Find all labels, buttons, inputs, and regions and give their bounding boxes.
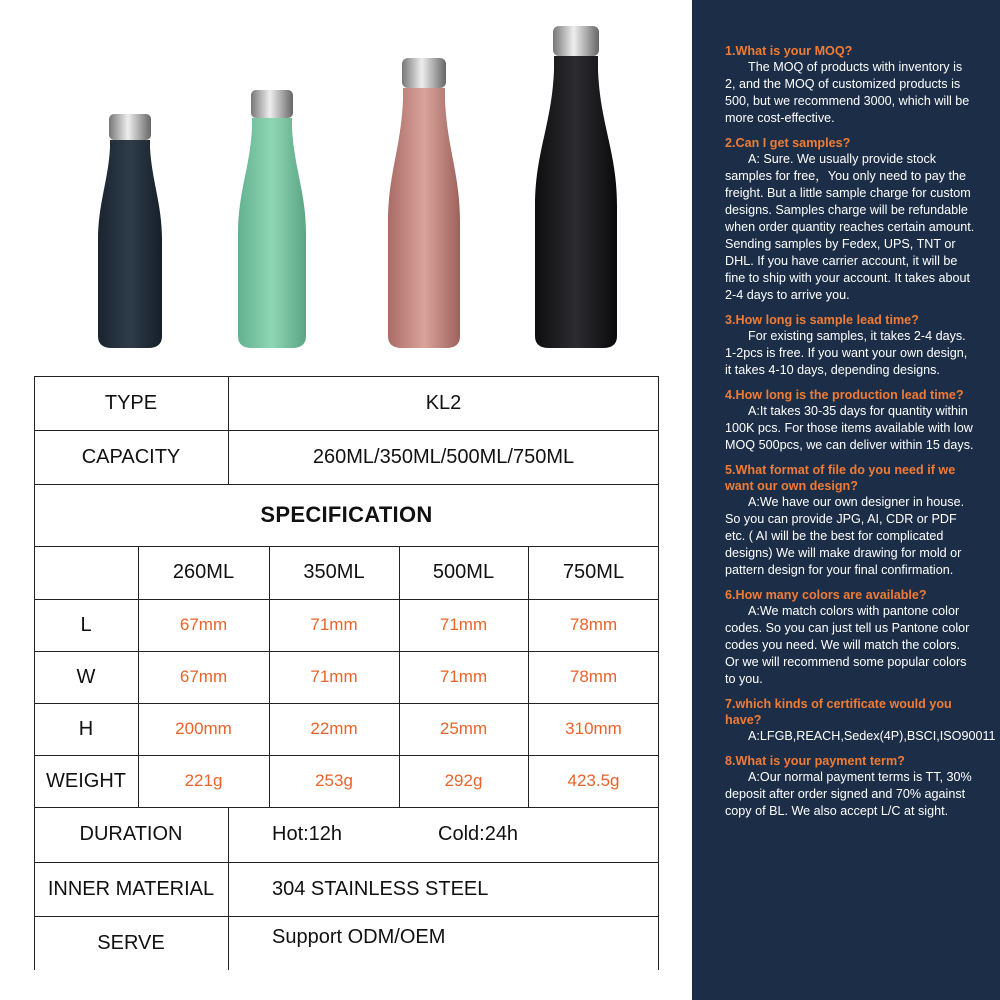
faq-list — [725, 43, 996, 828]
type-label: TYPE — [104, 391, 158, 414]
faq-question: 6.How many colors are available? — [725, 588, 927, 602]
table-cell: 221g — [184, 771, 223, 790]
faq-question: 7.which kinds of certificate would you have? — [725, 697, 952, 727]
inner-material-label: INNER MATERIAL — [47, 877, 215, 900]
table-cell: 71mm — [439, 667, 488, 686]
table-cell: 67mm — [179, 667, 228, 686]
table-cell: 67mm — [179, 615, 228, 634]
row-label-l: L — [80, 613, 92, 636]
table-cell: 71mm — [310, 615, 358, 634]
faq-question: 1.What is your MOQ? — [725, 44, 853, 58]
faq-item — [725, 696, 996, 745]
faq-item — [725, 387, 975, 454]
column-header: 500ML — [432, 561, 495, 583]
table-cell: 25mm — [439, 719, 488, 738]
faq-question: 8.What is your payment term? — [725, 754, 905, 768]
table-cell: 22mm — [310, 719, 358, 738]
faq-question: 5.What format of file do you need if we want our own design? — [725, 463, 956, 493]
bottle-350ml-image — [236, 88, 308, 350]
faq-item — [725, 312, 975, 379]
faq-question: 4.How long is the production lead time? — [725, 388, 964, 402]
serve-label: SERVE — [97, 931, 165, 954]
table-cell: 253g — [315, 771, 353, 790]
table-cell: 71mm — [310, 667, 358, 686]
faq-answer: The MOQ of products with inventory is 2, and the MOQ of customized products is 500, but we recommend 3000, which will be more cost-effective. — [725, 60, 970, 125]
faq-answer: A:LFGB,REACH,Sedex(4P),BSCI,ISO90011 — [748, 729, 996, 743]
inner-material-value: 304 STAINLESS STEEL — [272, 877, 489, 900]
table-cell: 423.5g — [567, 771, 620, 790]
faq-item — [725, 135, 975, 304]
faq-answer: A: Sure. We usually provide stock samples for free，You only need to pay the freight. But a little sample charge for custom designs. Samples charge will be refundable when order quantity reaches certain amount. Sending samples by Fedex, UPS, TNT or DHL. If you have carrier account, it will be fine to ship with your account. It takes about 2-4 days to arrive you. — [725, 152, 975, 302]
capacity-label: CAPACITY — [81, 445, 181, 468]
faq-question: 3.How long is sample lead time? — [725, 313, 919, 327]
faq-answer: A:It takes 30-35 days for quantity within 100K pcs. For those items available with low MOQ 500pcs, we can deliver within 15 days. — [725, 404, 974, 452]
bottle-260ml-image — [96, 112, 164, 350]
type-value: KL2 — [425, 391, 462, 414]
duration-hot: Hot:12h — [272, 823, 343, 845]
table-cell: 200mm — [175, 719, 232, 738]
table-cell: 310mm — [565, 719, 622, 738]
faq-answer: For existing samples, it takes 2-4 days. 1-2pcs is free. If you want your own design, it takes 4-10 days, depending designs. — [725, 329, 968, 377]
faq-answer: A:We match colors with pantone color codes. So you can just tell us Pantone color codes you need. We will match the colors. Or we will recommend some popular colors to you. — [725, 604, 970, 686]
capacity-value: 260ML/350ML/500ML/750ML — [312, 445, 575, 468]
row-label-h: H — [78, 717, 94, 740]
table-cell: 78mm — [569, 667, 618, 686]
faq-question: 2.Can I get samples? — [725, 136, 851, 150]
table-cell: 71mm — [439, 615, 488, 634]
specification-table — [34, 376, 659, 986]
table-cell: 78mm — [569, 615, 618, 634]
column-header: 350ML — [303, 561, 365, 583]
column-header: 260ML — [172, 561, 235, 583]
row-label-w: W — [76, 665, 96, 688]
faq-item — [725, 753, 975, 820]
bottle-750ml-image — [533, 24, 619, 350]
bottle-500ml-image — [386, 56, 462, 350]
faq-item — [725, 462, 975, 579]
specification-title: SPECIFICATION — [260, 502, 433, 527]
duration-cold: Cold:24h — [438, 823, 519, 845]
faq-panel — [692, 0, 1000, 1000]
column-header: 750ML — [562, 561, 625, 583]
faq-item — [725, 587, 975, 688]
row-label-weight: WEIGHT — [46, 769, 126, 792]
faq-answer: A:We have our own designer in house. So you can provide JPG, AI, CDR or PDF etc. ( AI will be the best for complicated designs) We will make drawing for mold or pattern design for your final confirmation. — [725, 495, 965, 577]
table-cell: 292g — [444, 771, 483, 790]
faq-answer: A:Our normal payment terms is TT, 30% deposit after order signed and 70% against copy of BL. We also accept L/C at sight. — [725, 770, 972, 818]
faq-item — [725, 43, 975, 127]
serve-value: Support ODM/OEM — [272, 925, 446, 948]
duration-label: DURATION — [79, 823, 183, 845]
bottle-product-images — [0, 0, 690, 372]
